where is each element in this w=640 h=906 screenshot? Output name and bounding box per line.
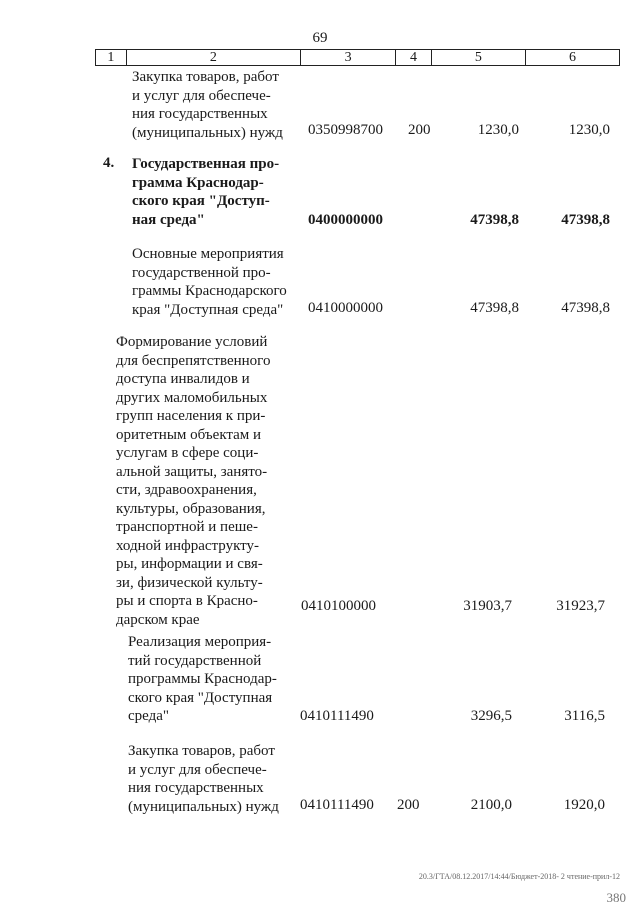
row-name-line: ная среда"	[132, 211, 205, 228]
row-name	[116, 333, 274, 629]
row-code: 0410000000	[308, 300, 383, 316]
row-value-2019: 2100,0	[470, 797, 512, 813]
row-name-line: для беспрепятственного	[116, 352, 271, 369]
row-value-2020: 31923,7	[556, 598, 605, 614]
row-expense-type: 200	[397, 797, 420, 813]
row-name-line: других маломобильных	[116, 389, 268, 406]
row-name-line: культуры, образования,	[116, 500, 266, 517]
row-name-line: и услуг для обеспече-	[128, 761, 267, 778]
row-name-line: ния государственных	[132, 106, 268, 122]
footer-path: 20.3/ГТА/08.12.2017/14:44/Бюджет-2018- 2 чтение-прил-12	[418, 872, 620, 881]
row-name-line: края "Доступная среда"	[132, 301, 284, 318]
row-value-2020: 47398,8	[561, 212, 610, 228]
row-name	[132, 155, 290, 229]
page-stamp: 380	[606, 890, 626, 905]
row-name-line: зи, физической культу-	[116, 574, 263, 591]
row-name-line: ры и спорта в Красно-	[116, 593, 258, 609]
row-expense-type: 200	[408, 122, 431, 138]
row-value-2020: 1230,0	[568, 122, 610, 138]
row-name-line: тий государственной	[128, 652, 262, 669]
row-name-line: (муниципальных) нужд	[128, 798, 279, 815]
header-col-5: 5	[431, 50, 525, 65]
row-name-line: государственной про-	[132, 264, 271, 281]
row-value-2019: 47398,8	[470, 300, 519, 316]
row-code: 0410111490	[300, 797, 374, 813]
row-name-line: ры, информации и свя-	[116, 556, 263, 572]
row-name-line: ходной инфраструкту-	[116, 537, 260, 554]
row-name-line: дарском крае	[116, 611, 200, 628]
row-value-2020: 1920,0	[563, 797, 605, 813]
row-name-line: услугам в сфере соци-	[116, 445, 259, 461]
row-name-line: и услуг для обеспече-	[132, 87, 271, 104]
row-name-line: Закупка товаров, работ	[128, 743, 275, 759]
row-name-line: среда"	[128, 708, 170, 724]
row-name-line: ния государственных	[128, 780, 264, 796]
row-value-2020: 3116,5	[564, 708, 605, 724]
row-name	[128, 633, 286, 726]
row-code: 0410111490	[300, 708, 374, 724]
header-col-1: 1	[107, 50, 115, 65]
row-code: 0410100000	[301, 598, 376, 614]
row-name-line: программы Краснодар-	[128, 671, 277, 687]
row-name-line: ского края "Доступная	[128, 689, 273, 706]
row-name	[132, 68, 290, 142]
row-value-2019: 47398,8	[470, 212, 519, 228]
header-col-6: 6	[525, 50, 619, 65]
row-value-2019: 1230,0	[477, 122, 519, 138]
row-name-line: Формирование условий	[116, 334, 268, 350]
header-col-2: 2	[126, 50, 300, 65]
page-number: 69	[312, 30, 328, 46]
row-name-line: граммы Краснодарского	[132, 283, 287, 299]
row-name-line: ского края "Доступ-	[132, 193, 270, 209]
table-header	[95, 49, 620, 66]
row-name-line: доступа инвалидов и	[116, 371, 250, 387]
row-name-line: грамма Краснодар-	[132, 174, 264, 191]
row-name-line: транспортной и пеше-	[116, 519, 258, 535]
row-name-line: Реализация мероприя-	[128, 634, 272, 650]
row-name-line: Государственная про-	[132, 156, 280, 172]
row-name-line: Основные мероприятия	[132, 246, 284, 262]
row-name-line: групп населения к при-	[116, 408, 266, 424]
row-value-2020: 47398,8	[561, 300, 610, 316]
row-name-line: Закупка товаров, работ	[132, 69, 279, 85]
row-name-line: сти, здравоохранения,	[116, 482, 257, 498]
row-number: 4.	[103, 155, 115, 171]
row-value-2019: 31903,7	[463, 598, 512, 614]
row-name-line: альной защиты, занято-	[116, 463, 268, 480]
header-col-3: 3	[300, 50, 395, 65]
header-col-4: 4	[395, 50, 431, 65]
row-name-line: оритетным объектам и	[116, 426, 262, 443]
row-name-line: (муниципальных) нужд	[132, 124, 283, 141]
row-name	[132, 245, 290, 319]
row-value-2019: 3296,5	[470, 708, 512, 724]
row-name	[128, 742, 286, 816]
row-code: 0400000000	[308, 212, 383, 228]
row-code: 0350998700	[308, 122, 383, 138]
